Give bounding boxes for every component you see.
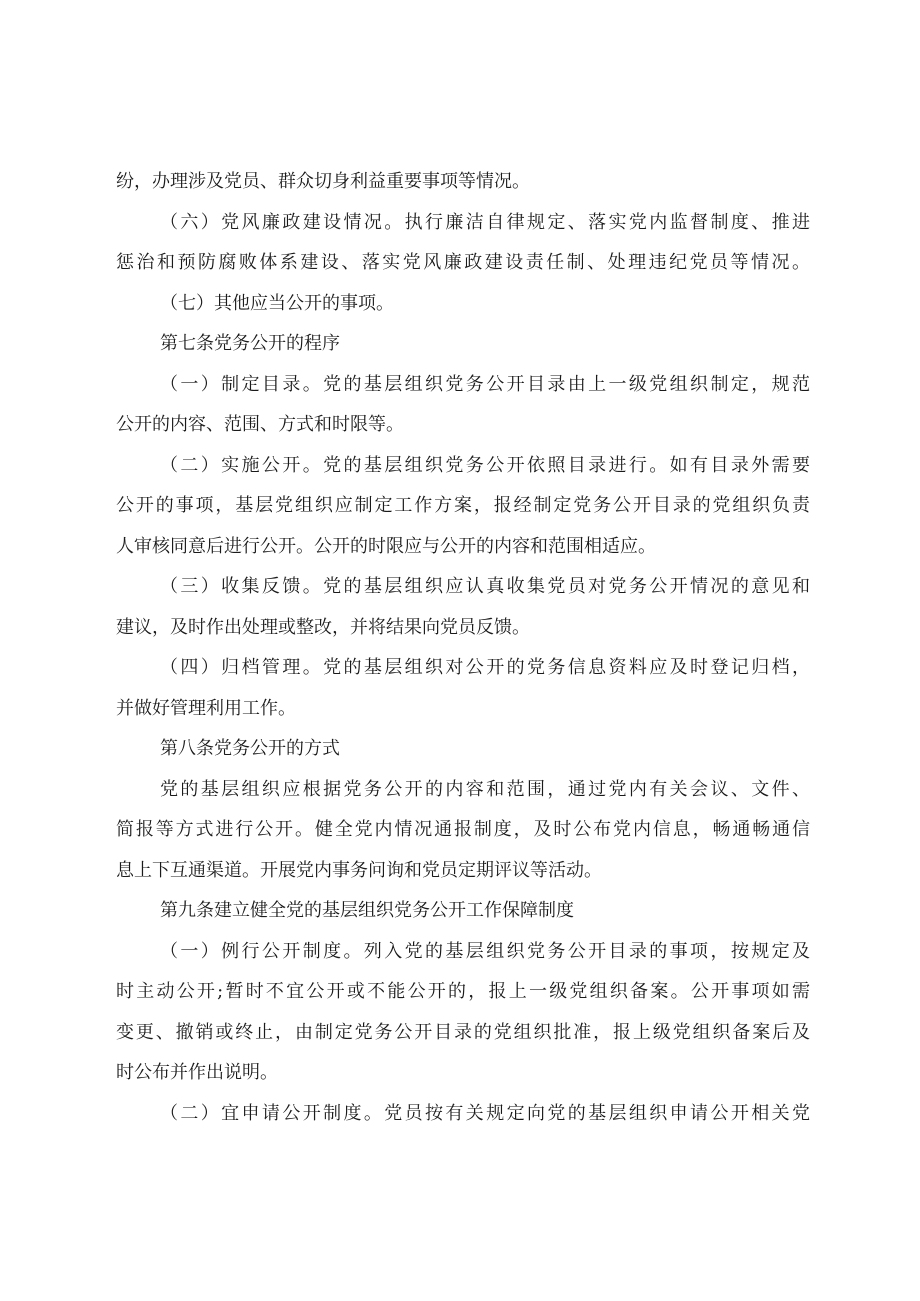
text-line: （二）实施公开。党的基层组织党务公开依照目录进行。如有目录外需要 (160, 454, 810, 476)
text-line: 建议，及时作出处理或整改，并将结果向党员反馈。 (116, 616, 530, 638)
text-line: （一）例行公开制度。列入党的基层组织党务公开目录的事项，按规定及 (160, 940, 810, 962)
text-line: 简报等方式进行公开。健全党内情况通报制度，及时公布党内信息，畅通畅通信 (116, 819, 810, 840)
text-line: 公开的内容、范围、方式和时限等。 (116, 414, 404, 435)
text-line: 党的基层组织应根据党务公开的内容和范围，通过党内有关会议、文件、 (160, 778, 810, 800)
text-line: 时公布并作出说明。 (116, 1062, 278, 1083)
text-line: 第七条党务公开的程序 (160, 333, 340, 354)
text-line: （二）宜申请公开制度。党员按有关规定向党的基层组织申请公开相关党 (160, 1102, 810, 1124)
text-line: 息上下互通渠道。开展党内事务问询和党员定期评议等活动。 (116, 859, 602, 881)
text-line: （六）党风廉政建设情况。执行廉洁自律规定、落实党内监督制度、推进 (160, 211, 810, 233)
text-line: 并做好管理利用工作。 (116, 697, 296, 719)
text-line: （三）收集反馈。党的基层组织应认真收集党员对党务公开情况的意见和 (160, 576, 810, 597)
text-line: 第九条建立健全党的基层组织党务公开工作保障制度 (160, 900, 574, 921)
text-line: 纷，办理涉及党员、群众切身利益重要事项等情况。 (116, 171, 530, 192)
text-line: 第八条党务公开的方式 (160, 738, 340, 759)
text-line: （四）归档管理。党的基层组织对公开的党务信息资料应及时登记归档， (160, 657, 810, 678)
text-line: 时主动公开;暂时不宜公开或不能公开的，报上一级党组织备案。公开事项如需 (116, 981, 810, 1002)
text-line: （七）其他应当公开的事项。 (160, 292, 394, 314)
text-line: （一）制定目录。党的基层组织党务公开目录由上一级党组织制定，规范 (160, 373, 810, 395)
text-line: 公开的事项，基层党组织应制定工作方案，报经制定党务公开目录的党组织负责 (116, 495, 810, 516)
text-line: 人审核同意后进行公开。公开的时限应与公开的内容和范围相适应。 (116, 535, 656, 557)
text-line: 变更、撤销或终止，由制定党务公开目录的党组织批准，报上级党组织备案后及 (116, 1021, 810, 1043)
document-body (116, 162, 810, 1134)
text-line: 惩治和预防腐败体系建设、落实党风廉政建设责任制、处理违纪党员等情况。 (116, 252, 810, 273)
